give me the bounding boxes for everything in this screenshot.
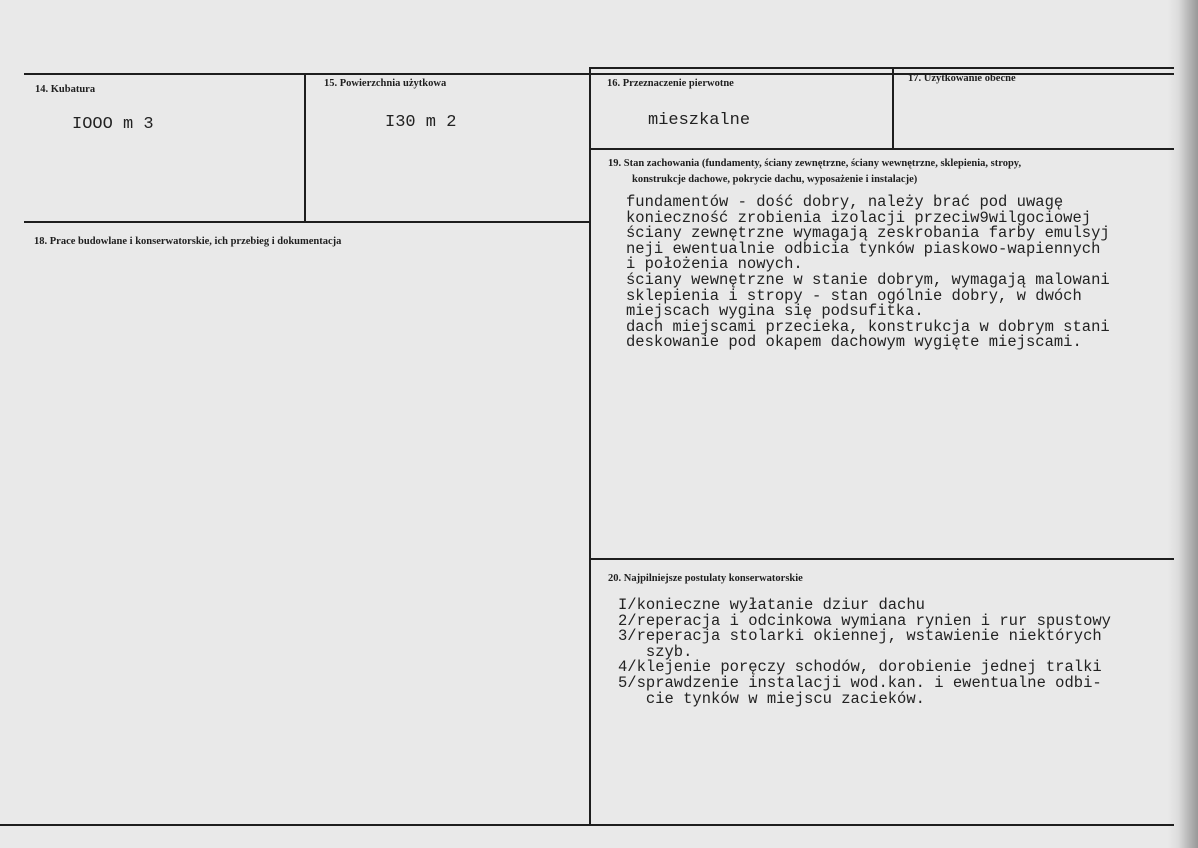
- typed-line: neji ewentualnie odbicia tynków piaskowo-wapiennych: [626, 239, 1101, 258]
- typed-line: cie tynków w miejscu zacieków.: [618, 689, 925, 708]
- typed-line: miejscach wygina się podsufitka.: [626, 302, 924, 321]
- typed-line: i położenia nowych.: [626, 255, 803, 274]
- powierzchnia-value: I30 m 2: [385, 113, 457, 132]
- postulaty-label: 20. Najpilniejsze postulaty konserwatorskie: [608, 573, 803, 584]
- prace-label: 18. Prace budowlane i konserwatorskie, ich przebieg i dokumentacja: [34, 236, 342, 247]
- grid-bottom-line: [0, 824, 1174, 826]
- grid-right-row-divider-1: [590, 148, 1174, 150]
- powierzchnia-label: 15. Powierzchnia użytkowa: [324, 78, 447, 89]
- postulaty-text: [618, 598, 1111, 707]
- typed-line: konieczność zrobienia izolacji przeciw9wilgociowej: [626, 208, 1092, 227]
- stan-label-line2: konstrukcje dachowe, pokrycie dachu, wyposażenie i instalacje): [632, 174, 918, 185]
- typed-line: 2/reperacja i odcinkowa wymiana rynien i rur spustowy: [618, 611, 1111, 630]
- typed-line: ściany wewnętrzne w stanie dobrym, wymagają malowani: [626, 270, 1110, 289]
- grid-left-row-divider: [24, 221, 591, 223]
- grid-col-divider-1: [304, 73, 306, 222]
- typed-line: 4/klejenie poręczy schodów, dorobienie jednej tralki: [618, 658, 1102, 677]
- stan-label-line1: 19. Stan zachowania (fundamenty, ściany zewnętrzne, ściany wewnętrzne, sklepienia, stropy,: [608, 158, 1022, 169]
- grid-top-line-right: [590, 67, 1174, 69]
- przeznaczenie-value: mieszkalne: [648, 111, 751, 130]
- typed-line: sklepienia i stropy - stan ogólnie dobry, w dwóch: [626, 286, 1082, 305]
- kubatura-label: 14. Kubatura: [35, 84, 96, 95]
- typed-line: I/konieczne wyłatanie dziur dachu: [618, 596, 925, 614]
- grid-col-divider-3: [892, 67, 894, 149]
- typed-line: 5/sprawdzenie instalacji wod.kan. i ewentualne odbi-: [618, 673, 1102, 692]
- typed-line: deskowanie pod okapem dachowym wygięte miejscami.: [626, 333, 1082, 352]
- typed-line: fundamentów - dość dobry, należy brać pod uwagę: [626, 193, 1064, 211]
- grid-right-row-divider-2: [590, 558, 1174, 560]
- uzytkowanie-label: 17. Użytkowanie obecne: [908, 73, 1016, 84]
- kubatura-value: IOOO m 3: [72, 115, 154, 134]
- typed-line: szyb.: [618, 642, 693, 661]
- przeznaczenie-label: 16. Przeznaczenie pierwotne: [607, 78, 734, 89]
- typed-line: dach miejscami przecieka, konstrukcja w dobrym stani: [626, 317, 1110, 336]
- typed-line: ściany zewnętrzne wymagają zeskrobania farby emulsyj: [626, 224, 1110, 243]
- stan-text: [626, 195, 1110, 351]
- typed-line: 3/reperacja stolarki okiennej, wstawienie niektórych: [618, 627, 1102, 646]
- page-edge-shadow: [1168, 0, 1198, 848]
- grid-col-divider-main: [589, 67, 591, 825]
